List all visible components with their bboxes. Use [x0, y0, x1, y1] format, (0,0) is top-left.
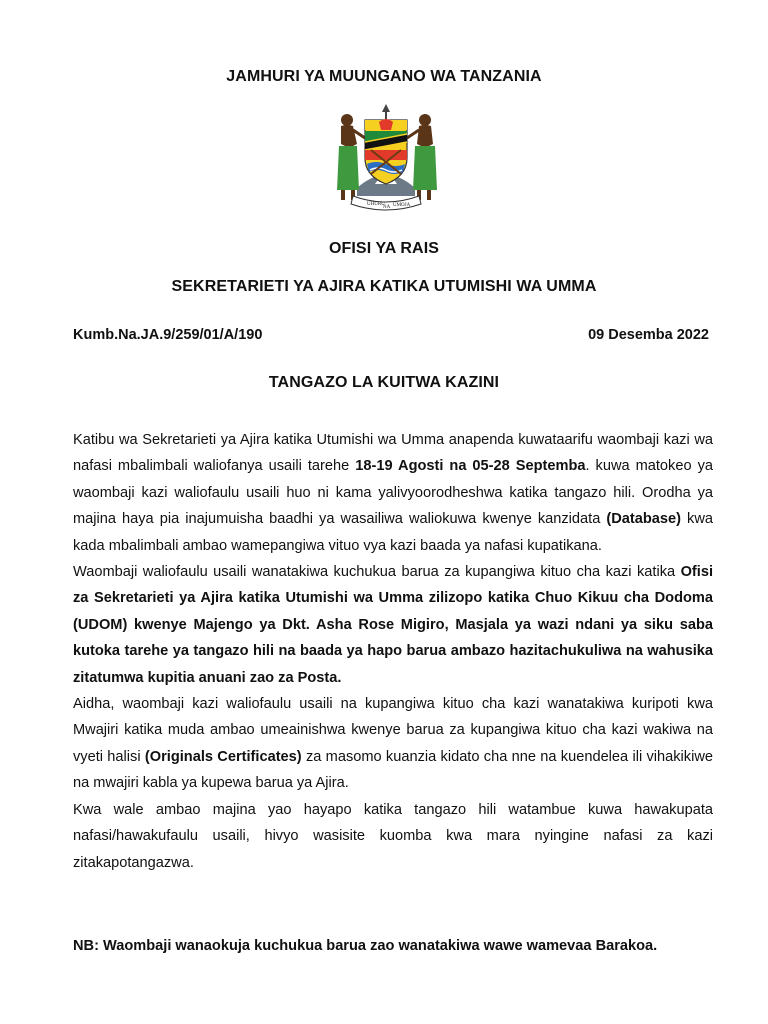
- paragraph-4: [73, 797, 713, 876]
- paragraph-3-text-a: Aidha, waombaji kazi waliofaulu usaili na kupangiwa kituo cha kazi wanatakiwa kuripoti kwa Mwajiri katika muda ambao umeainishwa kwenye barua za kupangiwa kituo cha kazi wakiwa na vyeti halisi: [73, 696, 713, 765]
- paragraph-3-text-c: za masomo kuanzia kidato cha nne na kuendelea ili vihakikiwe na mwajiri kabla ya kupewa barua ya Ajira.: [73, 748, 713, 792]
- paragraph-2-text-a: Waombaji waliofaulu usaili wanatakiwa kuchukua barua za kupangiwa kituo cha kazi katika: [73, 564, 681, 581]
- motto-mid: NA: [383, 205, 391, 210]
- paragraph-2-location: Ofisi za Sekretarieti ya Ajira katika Utumishi wa Umma zilizopo katika Chuo Kikuu cha Dodoma (UDOM) kwenye Majengo ya Dkt. Asha Rose Migiro, Masjala ya wazi ndani ya siku saba kutoka tarehe ya tangazo hili na baada ya hapo barua ambazo hazitachukuliwa na wahusika zitatumwa kupitia anuani zao za Posta.: [73, 564, 713, 686]
- paragraph-1: [73, 427, 713, 559]
- office-heading: OFISI YA RAIS: [328, 240, 440, 257]
- notice-body: [73, 427, 713, 876]
- paragraph-1-dates: 18-19 Agosti na 05-28 Septemba: [355, 458, 586, 475]
- paragraph-4-text-a: Kwa wale ambao majina yao hayapo katika tangazo hili watambue kuwa hawakupata nafasi/hawakufaulu usaili, hivyo wasisite kuomba kwa mara nyingine nafasi za kazi zitakapotangazwa.: [73, 801, 713, 871]
- paragraph-1-text-c: . kuwa matokeo ya waombaji kazi waliofaulu usaili huo ni kama yalivyoorodheshwa katika tangazo hili. Orodha ya majina haya pia inajumuisha baadhi ya wasailiwa waliokuwa kwenye kanzidata: [73, 458, 713, 528]
- paragraph-1-text-e: kwa kada mbalimbali ambao wamepangiwa vituo vya kazi baada ya nafasi kupatikana.: [73, 511, 713, 554]
- republic-heading: JAMHURI YA MUUNGANO WA TANZANIA: [226, 68, 542, 85]
- motto-right: UMOJA: [393, 203, 411, 208]
- paragraph-3-certificates: (Originals Certificates): [144, 748, 302, 765]
- secretariat-heading: SEKRETARIETI YA AJIRA KATIKA UTUMISHI WA UMMA: [171, 278, 597, 295]
- reference-date: 09 Desemba 2022: [588, 327, 709, 343]
- paragraph-1-database: (Database): [606, 511, 681, 528]
- nb-note: NB: Waombaji wanaokuja kuchukua barua zao wanatakiwa wawe wamevaa Barakoa.: [73, 938, 658, 954]
- coat-of-arms-icon: [327, 104, 445, 214]
- notice-title: TANGAZO LA KUITWA KAZINI: [268, 374, 500, 391]
- reference-number: Kumb.Na.JA.9/259/01/A/190: [73, 327, 263, 343]
- paragraph-3: [73, 691, 713, 797]
- paragraph-1-text-a: Katibu wa Sekretarieti ya Ajira katika Utumishi wa Umma anapenda kuwataarifu waombaji kazi wa nafasi mbalimbali waliofanya usaili tarehe: [73, 432, 713, 475]
- motto-left: UHURU: [367, 202, 385, 207]
- paragraph-2: [73, 559, 713, 691]
